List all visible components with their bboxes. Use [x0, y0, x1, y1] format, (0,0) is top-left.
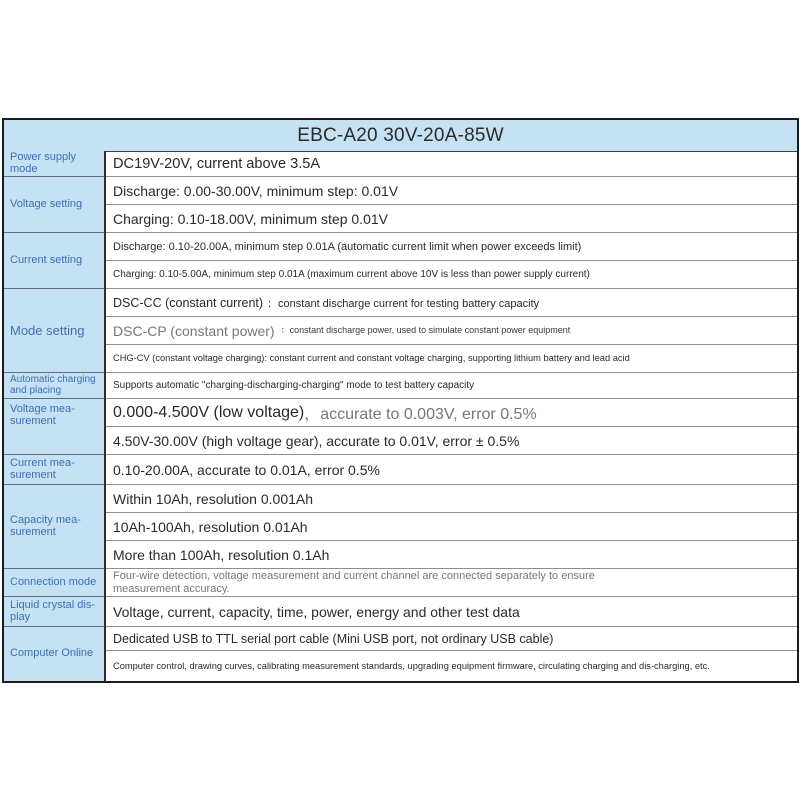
label-auto-charging: Automatic charging and placing	[4, 373, 104, 399]
value-capacity-item: 10Ah-100Ah, resolution 0.01Ah	[106, 513, 797, 541]
voltage-low-main: 0.000-4.500V (low voltage)	[113, 403, 305, 421]
mode-dsc-cp-desc: ：constant discharge power, used to simulate constant power equipment	[280, 324, 571, 335]
value-mode-dsc-cc	[106, 289, 797, 317]
value-capacity-item: More than 100Ah, resolution 0.1Ah	[106, 541, 797, 569]
value-voltage-low	[106, 399, 797, 427]
label-current-measurement: Current mea-surement	[4, 455, 104, 485]
label-voltage-setting: Voltage setting	[4, 177, 104, 233]
value-current-discharge: Discharge: 0.10-20.00A, minimum step 0.01A (automatic current limit when power exceeds limit)	[106, 233, 797, 261]
label-computer-online: Computer Online	[4, 627, 104, 681]
label-lcd: Liquid crystal dis-play	[4, 597, 104, 627]
voltage-low-accuracy: ，accurate to 0.003V, error 0.5%	[304, 406, 537, 423]
mode-dsc-cp-name: DSC-CP (constant power)	[113, 322, 275, 339]
mode-dsc-cc-name: DSC-CC (constant current)	[113, 295, 264, 310]
label-voltage-measurement: Voltage mea-surement	[4, 399, 104, 455]
value-mode-dsc-cp	[106, 317, 797, 345]
value-current-measurement: 0.10-20.00A, accurate to 0.01A, error 0.5%	[106, 455, 797, 485]
value-voltage-discharge: Discharge: 0.00-30.00V, minimum step: 0.01V	[106, 177, 797, 205]
mode-dsc-cc-desc: ：constant discharge current for testing battery capacity	[267, 297, 540, 310]
label-power-supply-mode: Power supply mode	[4, 151, 104, 177]
value-capacity-item: Within 10Ah, resolution 0.001Ah	[106, 485, 797, 513]
spec-table	[2, 118, 799, 683]
value-auto-charging: Supports automatic "charging-discharging-charging" mode to test battery capacity	[106, 373, 797, 399]
value-connection-mode: Four-wire detection, voltage measurement and current channel are connected separately to ensure measurement accuracy.	[106, 569, 797, 597]
label-connection-mode: Connection mode	[4, 569, 104, 597]
label-current-setting: Current setting	[4, 233, 104, 289]
table-title: EBC-A20 30V-20A-85W	[4, 120, 797, 152]
value-computer-usb: Dedicated USB to TTL serial port cable (Mini USB port, not ordinary USB cable)	[106, 627, 797, 651]
value-voltage-charging: Charging: 0.10-18.00V, minimum step 0.01V	[106, 205, 797, 233]
value-voltage-high: 4.50V-30.00V (high voltage gear), accurate to 0.01V, error ± 0.5%	[106, 427, 797, 455]
value-lcd: Voltage, current, capacity, time, power, energy and other test data	[106, 597, 797, 627]
value-mode-chg-cv: CHG-CV (constant voltage charging): constant current and constant voltage charging, supporting lithium battery and lead acid	[106, 345, 797, 373]
label-capacity-measurement: Capacity mea-surement	[4, 485, 104, 569]
value-current-charging: Charging: 0.10-5.00A, minimum step 0.01A (maximum current above 10V is less than power supply current)	[106, 261, 797, 289]
value-computer-control: Computer control, drawing curves, calibrating measurement standards, upgrading equipment firmware, circulating charging and dis-charging, etc.	[113, 660, 710, 671]
label-mode-setting: Mode setting	[4, 289, 104, 373]
value-power-supply: DC19V-20V, current above 3.5A	[106, 151, 797, 177]
